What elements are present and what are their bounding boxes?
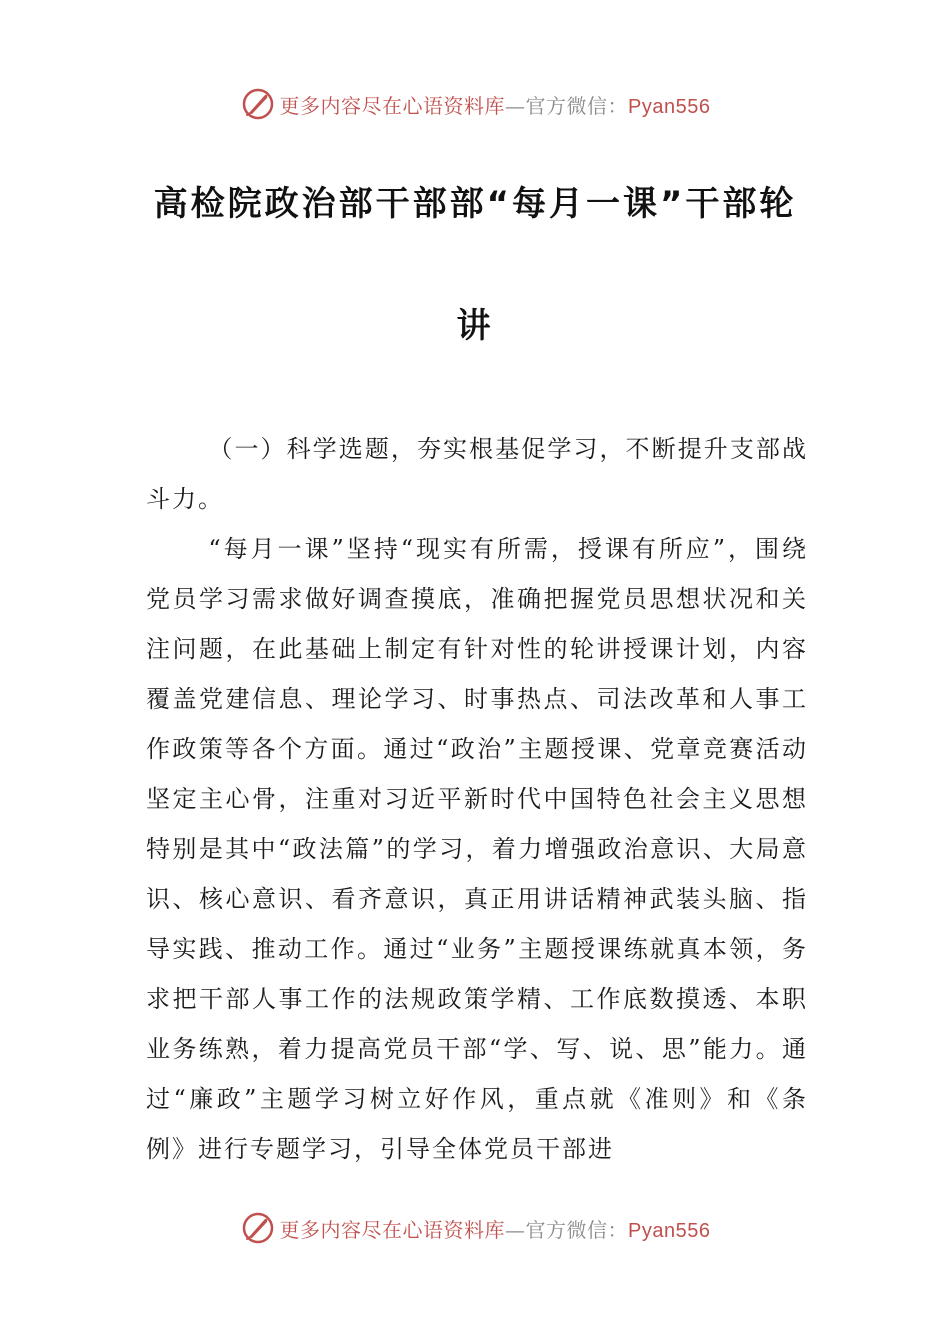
quill-logo-icon — [240, 1210, 276, 1246]
watermark-wechat-id: Pyan556 — [628, 95, 711, 118]
header-watermark — [0, 84, 950, 124]
watermark-brand: 更多内容尽在心语资料库 — [279, 1217, 506, 1242]
document-title-line-2: 讲 — [456, 306, 494, 346]
paragraph-section-heading: （一）科学选题，夯实根基促学习，不断提升支部战斗力。 — [146, 435, 808, 513]
footer-watermark — [0, 1208, 950, 1248]
document-body — [146, 424, 808, 1174]
watermark-wechat-label: 官方微信： — [525, 1217, 629, 1242]
watermark-brand: 更多内容尽在心语资料库 — [279, 93, 506, 118]
paragraph-body: “每月一课”坚持“现实有所需，授课有所应”，围绕党员学习需求做好调查摸底，准确把握党员思想状况和关注问题，在此基础上制定有针对性的轮讲授课计划，内容覆盖党建信息、理论学习、时事热点、司法改革和人事工作政策等各个方面。通过“政治”主题授课、党章竞赛活动坚定主心骨，注重对习近平新时代中国特色社会主义思想特别是其中“政法篇”的学习，着力增强政治意识、大局意识、核心意识、看齐意识，真正用讲话精神武装头脑、指导实践、推动工作。通过“业务”主题授课练就真本领，务求把干部人事工作的法规政策学精、工作底数摸透、本职业务练熟，着力提高党员干部“学、写、说、思”能力。通过“廉政”主题学习树立好作风，重点就《准则》和《条例》进行专题学习，引导全体党员干部进 — [146, 535, 808, 1163]
quill-logo-icon — [240, 86, 276, 122]
watermark-wechat-label: 官方微信： — [525, 93, 629, 118]
watermark-separator: — — [505, 93, 526, 118]
watermark-text — [280, 90, 711, 119]
watermark-text — [280, 1214, 711, 1243]
document-title-line-1: 高检院政治部干部部“每月一课”干部轮 — [153, 184, 797, 224]
watermark-wechat-id: Pyan556 — [628, 1219, 711, 1242]
watermark-separator: — — [505, 1217, 526, 1242]
